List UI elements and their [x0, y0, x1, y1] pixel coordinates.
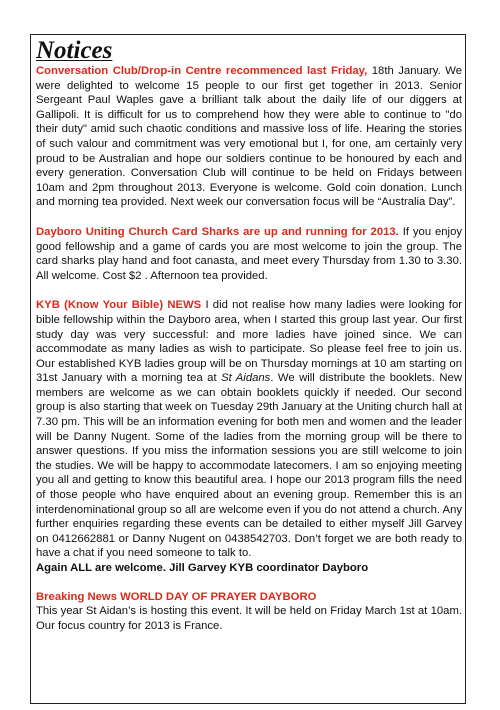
kyb-heading: KYB (Know Your Bible) NEWS: [36, 299, 202, 312]
card-sharks-heading: Dayboro Uniting Church Card Sharks are up and running for 2013.: [36, 225, 399, 238]
card-sharks-notice: [36, 225, 462, 283]
kyb-venue: St Aidans: [221, 372, 271, 385]
kyb-closing: Again ALL are welcome. Jill Garvey KYB coordinator Dayboro: [36, 562, 369, 574]
conversation-club-text: 18th January. We were delighted to welcome 15 people to our first get together in 2013. Senior Sergeant Paul Waples gave a brilliant talk about the daily life of our diggers at Gallipoli. It is difficult for us to comprehend how they were able to continue to "do their duty" amid such chaotic conditions and massive loss of life. Hearing the stories of such valour and commitment was very emotional but I, for one, am certainly very proud to be Australian and hope our soldiers continue to be honoured by each and every generation. Conversation Club will continue to be held on Fridays between 10am and 2pm throughout 2013. Everyone is welcome. Gold coin donation. Lunch and morning tea provided. Next week our conversation focus will be “Australia Day”.: [36, 65, 463, 209]
kyb-text-part1: I did not realise how many ladies were looking for bible fellowship within the Dayboro area, when I started this group last year. Our first study day was very successful: and more ladies have joined since. We can accommodate as many ladies as wish to participate. So please feel free to join us. Our established KYB ladies group will be on Thursday mornings at 10 am starting on 31st January with a morning tea at: [36, 299, 462, 385]
kyb-text-part2: . We will distribute the booklets. New members are welcome as we can obtain booklets quickly if needed. Our second group is also starting that week on Tuesday 29th January at the Uniting church hall at 7.30 pm. This will be an information evening for both men and women and the leader will be Danny Nugent. Some of the ladies from the morning group will be there to answer questions. If you miss the information sessions you are still welcome to join the studies. We will be happy to accommodate latecomers. I am so enjoying meeting you all and getting to know this beautiful area. I hope our 2013 program fills the need of those people who have enquired about an evening group. Remember this is an interdenominational group so all are welcome even if you do not attend a church. Any further enquiries regarding these events can be detailed to either myself Jill Garvey on 0412662881 or Danny Nugent on 0438542703. Don’t forget we are both ready to have a chat if you need someone to talk to.: [36, 372, 462, 560]
conversation-club-heading: Conversation Club/Drop-in Centre recommenced last Friday,: [36, 65, 368, 77]
breaking-news-heading: Breaking News WORLD DAY OF PRAYER DAYBORO: [36, 590, 317, 603]
kyb-notice: [36, 298, 462, 575]
breaking-news-text: This year St Aidan’s is hosting this event. It will be held on Friday March 1st at 10am. Our focus country for 2013 is France.: [36, 605, 462, 632]
conversation-club-notice: [36, 64, 462, 210]
page-title: Notices: [36, 37, 113, 64]
breaking-news-notice: [36, 590, 462, 634]
notices-content: [36, 38, 462, 633]
card-sharks-text: If you enjoy good fellowship and a game of cards you are most welcome to join the group. The card sharks play hand and foot canasta, and meet every Thursday from 1.30 to 3.30. All welcome. Cost $2 . Afternoon tea provided.: [36, 225, 463, 282]
section-spacer: [36, 576, 462, 590]
